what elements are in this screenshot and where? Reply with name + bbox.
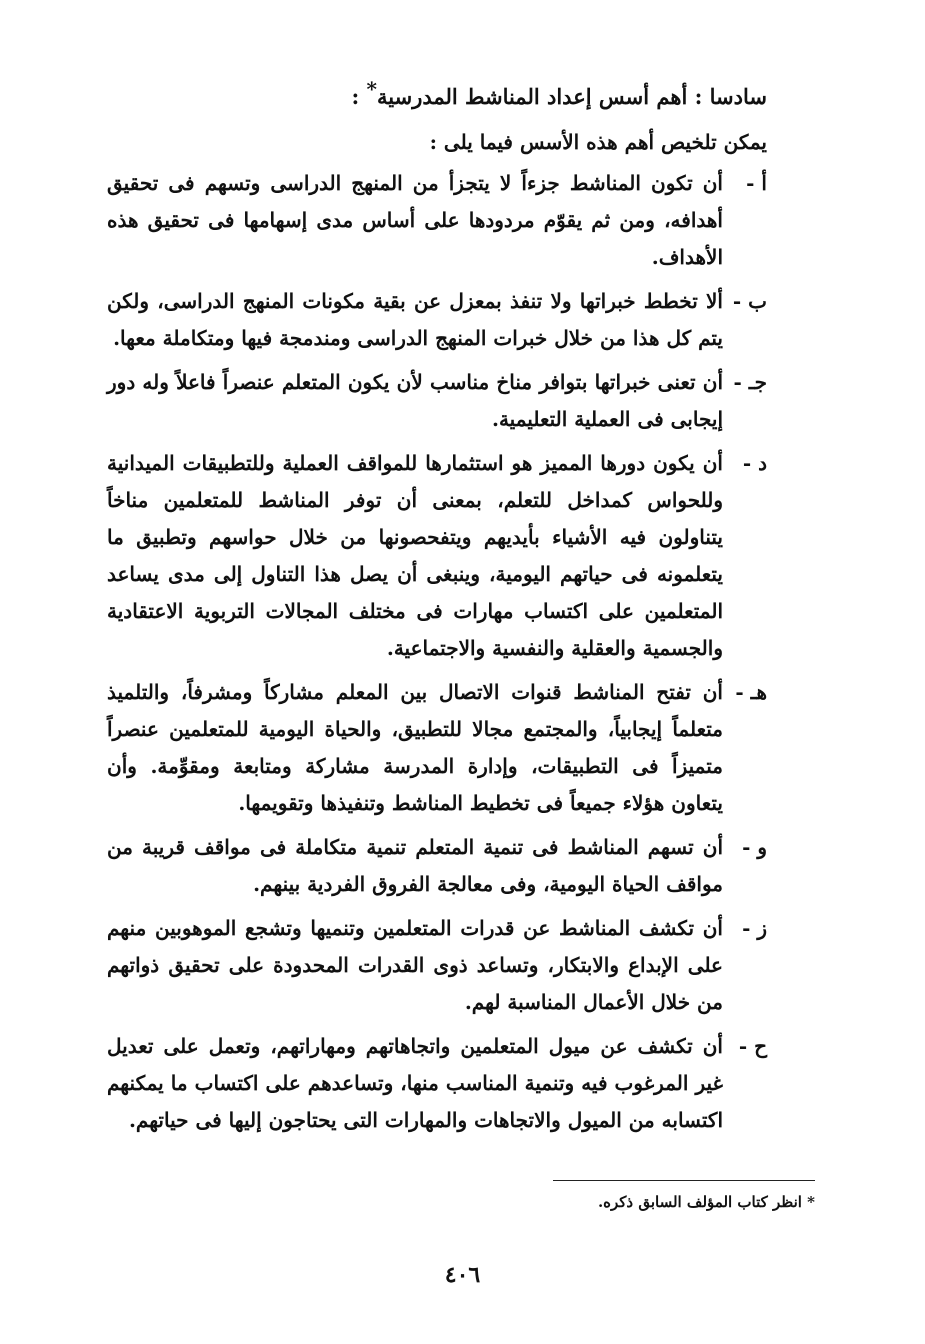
footnote-text: انظر كتاب المؤلف السابق ذكره.: [597, 1193, 808, 1211]
item-marker: أ -: [746, 171, 767, 195]
footnote: [598, 1193, 815, 1211]
list-item: [107, 445, 767, 667]
item-marker: هـ -: [735, 680, 767, 704]
section-heading: [351, 77, 767, 109]
item-text: أن تكشف عن ميول المتعلمين واتجاهاتهم ومهاراتهم، وتعمل على تعديل غير المرغوب فيه وتنمية المناسب منها، وتساعدهم على اكتساب ما يمكنهم اكتسابه من الميول والاتجاهات والمهارات التى يحتاجون إليها فى حياتهم.: [107, 1034, 723, 1132]
item-text: أن تفتح المناشط قنوات الاتصال بين المعلم مشاركاً ومشرفاً، والتلميذ متعلماً إيجابياً، والمجتمع مجالا للتطبيق، والحياة اليومية للمتعلمين عنصراً متميزاً فى التطبيقات، وإدارة المدرسة مشاركة ومتابعة ومقوِّمة. وأن يتعاون هؤلاء جميعاً فى تخطيط المناشط وتنفيذها وتقويمها.: [107, 680, 723, 815]
item-text: أن تسهم المناشط فى تنمية المتعلم تنمية متكاملة فى مواقف قريبة من مواقف الحياة اليومية، وفى معالجة الفروق الفردية بينهم.: [107, 835, 723, 896]
item-text: ألا تخطط خبراتها ولا تنفذ بمعزل عن بقية مكونات المنهج الدراسى، ولكن يتم كل هذا من خلال خبرات المنهج الدراسى ومندمجة فيها ومتكاملة معها.: [107, 289, 723, 350]
footnote-ref-marker: *: [366, 77, 377, 101]
item-marker: د -: [742, 451, 767, 475]
item-text: أن يكون دورها المميز هو استثمارها للمواقف العملية وللتطبيقات الميدانية وللحواس كمداخل للتعلم، بمعنى أن توفر المناشط للمتعلمين مناخاً يتناولون فيه الأشياء بأيديهم ويتفحصونها من خلال حواسهم وتطبيق ما يتعلمونه فى حياتهم اليومية، وينبغى أن يصل هذا التناول إلى مدى يساعد المتعلمين على اكتساب مهارات فى مختلف المجالات التربوية الاعتقادية والجسمية والعقلية والنفسية والاجتماعية.: [107, 451, 723, 660]
list-item: [107, 910, 767, 1021]
item-text: أن تكون المناشط جزءاً لا يتجزأ من المنهج الدراسى وتسهم فى تحقيق أهدافه، ومن ثم يقوّم مردودها على أساس مدى إسهامها فى تحقيق هذه الأهداف.: [107, 171, 723, 269]
list-item: [107, 283, 767, 357]
footnote-divider: [553, 1180, 815, 1181]
list-item: [107, 165, 767, 276]
item-marker: ز -: [742, 916, 767, 940]
item-marker: ح -: [738, 1034, 767, 1058]
footnote-marker: *: [807, 1193, 815, 1211]
intro-line: يمكن تلخيص أهم هذه الأسس فيما يلى :: [429, 130, 767, 154]
item-text: أن تكشف المناشط عن قدرات المتعلمين وتنميها وتشجع الموهوبين منهم على الإبداع والابتكار، وتساعد ذوى القدرات المحدودة على تحقيق ذواتهم من خلال الأعمال المناسبة لهم.: [107, 916, 723, 1014]
principles-list: [107, 165, 767, 1146]
page-number: ٤٠٦: [444, 1262, 481, 1288]
item-marker: و -: [742, 835, 767, 859]
item-marker: جـ -: [733, 370, 767, 394]
list-item: [107, 364, 767, 438]
heading-text: سادسا : أهم أسس إعداد المناشط المدرسية: [377, 84, 767, 109]
heading-suffix: :: [351, 84, 367, 109]
list-item: [107, 674, 767, 822]
list-item: [107, 1028, 767, 1139]
list-item: [107, 829, 767, 903]
item-marker: ب -: [732, 289, 767, 313]
item-text: أن تعنى خبراتها بتوافر مناخ مناسب لأن يكون المتعلم عنصراً فاعلاً وله دور إيجابى فى العملية التعليمية.: [107, 370, 723, 431]
